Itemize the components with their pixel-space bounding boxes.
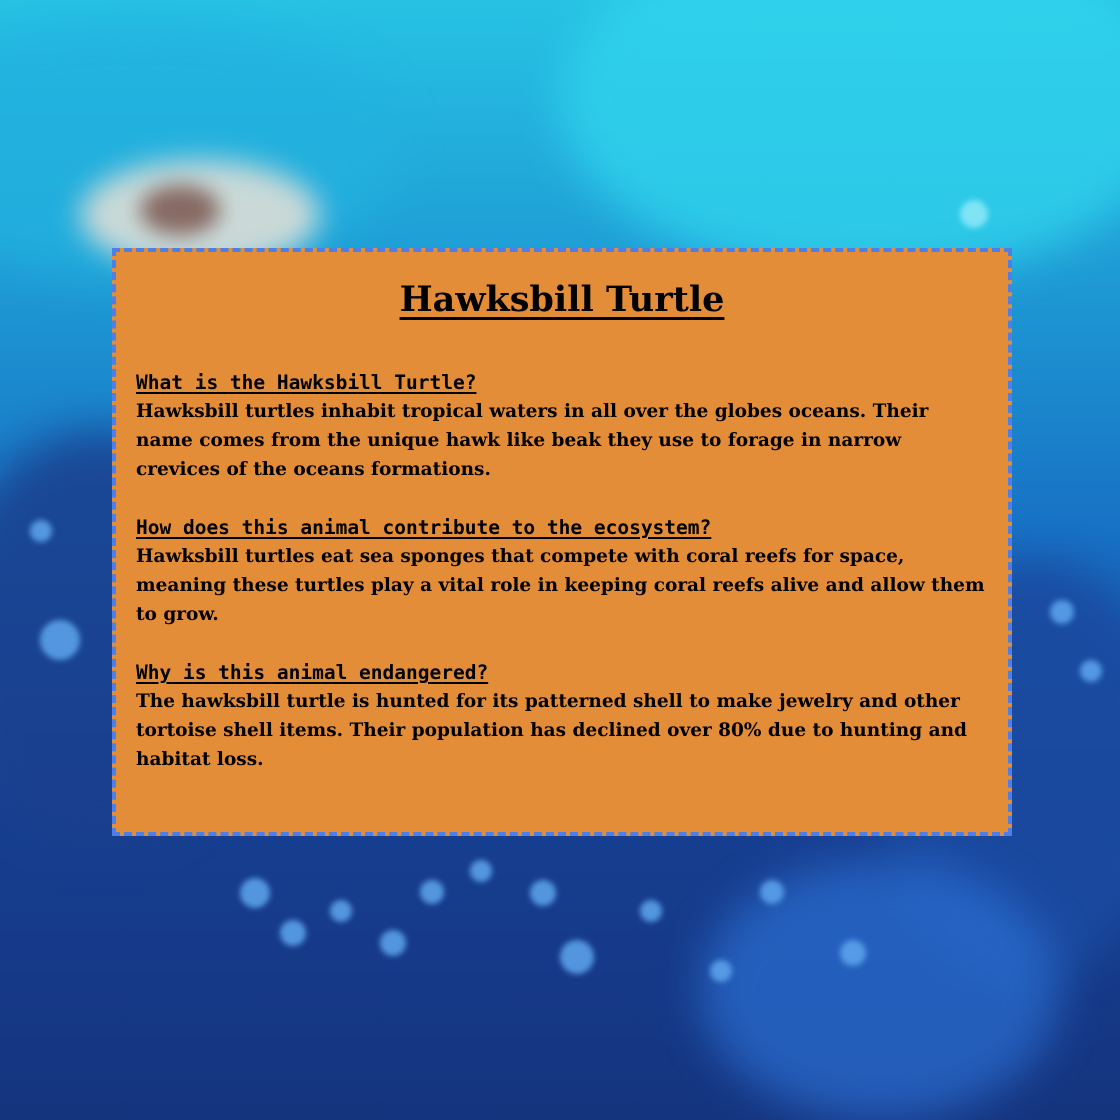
bubble [840, 940, 866, 966]
section-heading: Why is this animal endangered? [136, 661, 489, 684]
bubble [40, 620, 80, 660]
bubble [240, 878, 270, 908]
light-water-blob [560, 0, 1120, 280]
bubble [640, 900, 662, 922]
section-what-is [136, 368, 988, 484]
light-water-blob [700, 860, 1060, 1120]
bubble [30, 520, 52, 542]
info-card [112, 248, 1012, 836]
section-body: Hawksbill turtles inhabit tropical waters in all over the globes oceans. Their name comes from the unique hawk like beak they use to forage in narrow crevices of the oceans formations. [136, 401, 929, 480]
bubble [760, 880, 784, 904]
section-heading: What is the Hawksbill Turtle? [136, 371, 477, 394]
bubble [1050, 600, 1074, 624]
bubble [380, 930, 406, 956]
bubble [470, 860, 492, 882]
bubble [530, 880, 556, 906]
card-title: Hawksbill Turtle [399, 279, 725, 320]
section-endangered [136, 658, 988, 774]
bubble [420, 880, 444, 904]
bubble [710, 960, 732, 982]
section-body: Hawksbill turtles eat sea sponges that compete with coral reefs for space, meaning these turtles play a vital role in keeping coral reefs alive and allow them to grow. [136, 546, 985, 625]
turtle-shell-spot [140, 185, 220, 235]
section-heading: How does this animal contribute to the ecosystem? [136, 516, 712, 539]
section-body: The hawksbill turtle is hunted for its patterned shell to make jewelry and other tortoise shell items. Their population has declined over 80% due to hunting and habitat loss. [136, 691, 967, 770]
bubble [1080, 660, 1102, 682]
bubble [560, 940, 594, 974]
bubble [960, 200, 988, 228]
bubble [330, 900, 352, 922]
section-ecosystem-contribution [136, 513, 988, 629]
bubble [280, 920, 306, 946]
